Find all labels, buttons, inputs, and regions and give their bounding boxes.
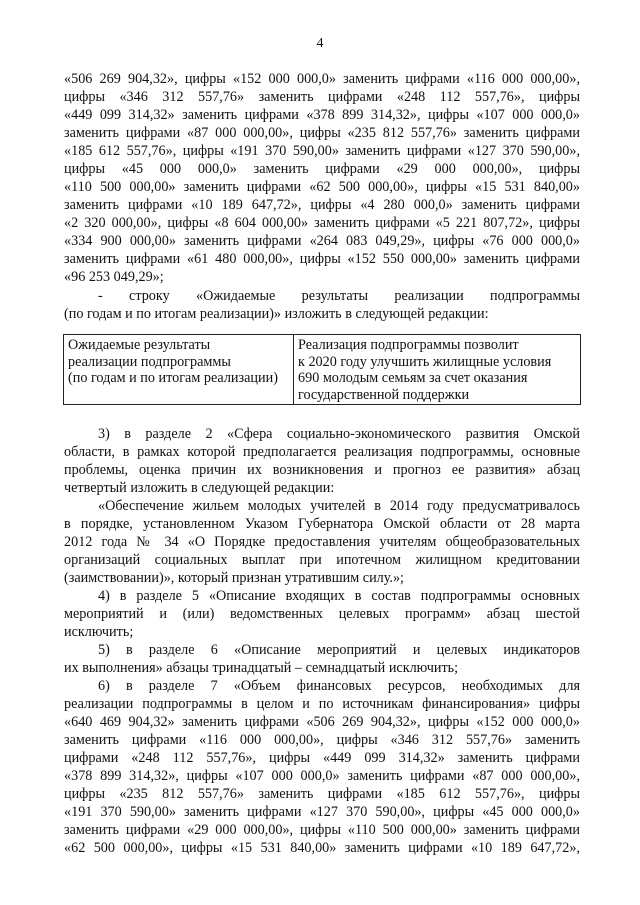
text-line: цифры «235 812 557,76» заменить цифрами «185 612 557,76», цифры <box>64 786 580 802</box>
table-column-divider <box>293 335 294 404</box>
text-line: 6) в разделе 7 «Объем финансовых ресурсов, необходимых для <box>98 678 580 694</box>
text-line: заменить цифрами «116 000 000,00», цифры «346 312 557,76» заменить <box>64 732 580 748</box>
text-line: «449 099 314,32» заменить цифрами «378 899 314,32», цифры «107 000 000,0» <box>64 107 580 123</box>
text-line: «110 500 000,00» заменить цифрами «62 500 000,00», цифры «15 531 840,00» <box>64 179 580 195</box>
text-line: «2 320 000,00», цифры «8 604 000,00» заменить цифрами «5 221 807,72», цифры <box>64 215 580 231</box>
text-line: мероприятий и (или) ведомственных целевых программ» абзац шестой <box>64 606 580 622</box>
text-line: цифрами «248 112 557,76», цифры «449 099 314,32» заменить цифрами <box>64 750 580 766</box>
table-cell-label <box>68 337 290 387</box>
text-line: 2012 года № 34 «О Порядке предоставления учителям общеобразовательных <box>64 534 580 550</box>
text-line: «191 370 590,00» заменить цифрами «127 370 590,00», цифры «45 000 000,0» <box>64 804 580 820</box>
text-line: «Обеспечение жильем молодых учителей в 2014 году предусматривалось <box>98 498 580 514</box>
text-line: заменить цифрами «29 000 000,00», цифры «110 500 000,00» заменить цифрами <box>64 822 580 838</box>
text-line: «378 899 314,32», цифры «107 000 000,0» заменить цифрами «87 000 000,00», <box>64 768 580 784</box>
text-line: цифры «45 000 000,0» заменить цифрами «29 000 000,00», цифры <box>64 161 580 177</box>
table-cell-line: реализации подпрограммы <box>68 353 231 370</box>
table-cell-line: 690 молодым семьям за счет оказания <box>298 370 528 386</box>
text-line: цифры «346 312 557,76» заменить цифрами «248 112 557,76», цифры <box>64 89 580 105</box>
text-line: в порядке, установленном Указом Губернатора Омской области от 28 марта <box>64 516 580 532</box>
page-number: 4 <box>316 36 324 51</box>
expected-results-table <box>63 334 581 405</box>
table-cell-line: (по годам и по итогам реализации) <box>68 370 278 386</box>
text-line: «334 900 000,00» заменить цифрами «264 083 049,29», цифры «76 000 000,0» <box>64 233 580 249</box>
text-line: заменить цифрами «61 480 000,00», цифры «152 550 000,00» заменить цифрами <box>64 251 580 267</box>
table-cell-line: Реализация подпрограммы позволит <box>298 337 519 353</box>
text-line: «506 269 904,32», цифры «152 000 000,0» заменить цифрами «116 000 000,00», <box>64 71 580 87</box>
table-cell-line: к 2020 году улучшить жилищные условия <box>298 353 552 370</box>
text-line: (по годам и по итогам реализации)» изложить в следующей редакции: <box>64 306 489 322</box>
text-line: «185 612 557,76», цифры «191 370 590,00» заменить цифрами «127 370 590,00», <box>64 143 580 159</box>
table-cell-line: государственной поддержки <box>298 386 470 403</box>
text-line: 5) в разделе 6 «Описание мероприятий и целевых индикаторов <box>98 642 580 658</box>
text-line: «96 253 049,29»; <box>64 269 164 285</box>
text-line: (заимствовании)», который признан утратившим силу.»; <box>64 570 404 586</box>
text-line: «640 469 904,32» заменить цифрами «506 269 904,32», цифры «152 000 000,0» <box>64 714 580 730</box>
text-line: исключить; <box>64 624 134 640</box>
table-cell-line: Ожидаемые результаты <box>68 337 211 353</box>
text-line: заменить цифрами «87 000 000,00», цифры «235 812 557,76» заменить цифрами <box>64 125 580 141</box>
text-line: области, в рамках которой предполагается реализация подпрограммы, основные <box>64 444 580 460</box>
text-line: организаций социальных выплат при ипотечном жилищном кредитовании <box>64 552 580 568</box>
table-cell-value <box>298 337 578 403</box>
text-line: реализации подпрограммы в целом и по источникам финансирования» цифры <box>64 696 580 712</box>
text-line: проблемы, оценка причин их возникновения и прогноз ее развития» абзац <box>64 462 580 478</box>
text-line: «62 500 000,00», цифры «15 531 840,00» заменить цифрами «10 189 647,72», <box>64 840 580 856</box>
text-line: - строку «Ожидаемые результаты реализации подпрограммы <box>98 288 580 304</box>
text-line: 3) в разделе 2 «Сфера социально-экономического развития Омской <box>98 426 580 442</box>
text-line: их выполнения» абзацы тринадцатый – семнадцатый исключить; <box>64 660 459 676</box>
text-line: заменить цифрами «10 189 647,72», цифры «4 280 000,0» заменить цифрами <box>64 197 580 213</box>
text-line: 4) в разделе 5 «Описание входящих в состав подпрограммы основных <box>98 588 580 604</box>
text-line: четвертый изложить в следующей редакции: <box>64 480 335 496</box>
